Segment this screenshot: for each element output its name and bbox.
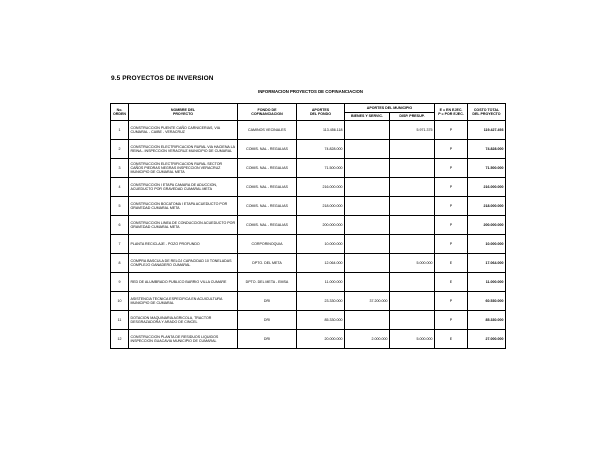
cell-fund: COMIS. NAL - REGALIAS xyxy=(238,140,297,159)
table-row xyxy=(111,311,506,330)
cell-status: P xyxy=(435,197,468,216)
cell-budget-availability xyxy=(390,140,435,159)
header-disp: DISP. PRESUP. xyxy=(390,112,435,121)
table-row xyxy=(111,292,506,311)
cell-total-cost: 11.000.000 xyxy=(468,273,506,292)
cell-project-name: COMPRA BASCULA DE RELOJ CAPACIDAD 10 TONELADAS COMPLEJO GANADERO CUMARAL xyxy=(129,254,238,273)
cell-goods-services: 37.200.000 xyxy=(345,292,390,311)
section-heading: 9.5 PROYECTOS DE INVERSION xyxy=(111,75,214,82)
cell-fund: DRI xyxy=(238,311,297,330)
cell-goods-services xyxy=(345,311,390,330)
table-row xyxy=(111,121,506,140)
cell-order-number: 11 xyxy=(111,311,129,330)
cell-budget-availability: 5.971.375 xyxy=(390,121,435,140)
cell-goods-services xyxy=(345,178,390,197)
cell-status: P xyxy=(435,140,468,159)
cell-goods-services xyxy=(345,159,390,178)
cell-project-name: CONSTRUCCION BOCATOMA I ETAPA ACUEDUCTO POR GRAVEDAD CUMARAL META xyxy=(129,197,238,216)
header-aportes-municipio: APORTES DEL MUNICIPIO xyxy=(345,104,435,113)
cell-fund: DPTO. DEL META - EMSA xyxy=(238,273,297,292)
cell-order-number: 10 xyxy=(111,292,129,311)
cell-fund-contribution: 12.064.000 xyxy=(297,254,345,273)
table-row xyxy=(111,216,506,235)
cell-budget-availability xyxy=(390,159,435,178)
cell-goods-services xyxy=(345,235,390,254)
cell-goods-services xyxy=(345,197,390,216)
cell-fund: COMIS. NAL - REGALIAS xyxy=(238,159,297,178)
cell-fund-contribution: 23.330.000 xyxy=(297,292,345,311)
cell-budget-availability xyxy=(390,311,435,330)
table-row xyxy=(111,330,506,349)
cell-goods-services: 2.000.000 xyxy=(345,330,390,349)
cell-order-number: 1 xyxy=(111,121,129,140)
cell-order-number: 9 xyxy=(111,273,129,292)
cell-total-cost: 218.000.000 xyxy=(468,197,506,216)
cell-fund: DRI xyxy=(238,292,297,311)
cell-status: P xyxy=(435,121,468,140)
cell-status: P xyxy=(435,178,468,197)
cell-project-name: ASISTENCIA TECNICA ESPECIFICA EN ACUICULTURA MUNICIPIO DE CUMARAL xyxy=(129,292,238,311)
header-bienes: BIENES Y SERVIC. xyxy=(345,112,390,121)
cell-budget-availability xyxy=(390,235,435,254)
cell-project-name: PLANTA RECICLAJE - POZO PROFUNDO xyxy=(129,235,238,254)
cell-order-number: 4 xyxy=(111,178,129,197)
cell-status: P xyxy=(435,292,468,311)
cell-order-number: 3 xyxy=(111,159,129,178)
table-row xyxy=(111,159,506,178)
header-costo-total: COSTO TOTAL DEL PROYECTO xyxy=(468,104,506,121)
table-row xyxy=(111,140,506,159)
cell-order-number: 12 xyxy=(111,330,129,349)
cell-budget-availability: 5.000.000 xyxy=(390,254,435,273)
cell-fund: COMIS. NAL - REGALIAS xyxy=(238,197,297,216)
cell-total-cost: 216.000.000 xyxy=(468,178,506,197)
cell-project-name: CONSTRUCCION ELECTRIFICACION RURAL VIA HACIENA LA REINA - INSPECCION VERACRUZ MUNICIPIO DE CUMARAL xyxy=(129,140,238,159)
cell-status: P xyxy=(435,235,468,254)
cell-goods-services xyxy=(345,121,390,140)
cell-status: P xyxy=(435,216,468,235)
cell-total-cost: 17.064.000 xyxy=(468,254,506,273)
table-body xyxy=(111,121,506,349)
cell-total-cost: 71.500.000 xyxy=(468,159,506,178)
cell-fund-contribution: 10.000.000 xyxy=(297,235,345,254)
cell-fund-contribution: 11.000.000 xyxy=(297,273,345,292)
table-caption: INFORMACION PROYECTOS DE COFINANCIACION xyxy=(258,89,363,94)
cell-total-cost: 74.828.000 xyxy=(468,140,506,159)
cell-total-cost: 27.000.000 xyxy=(468,330,506,349)
cell-status: E xyxy=(435,254,468,273)
cell-goods-services xyxy=(345,216,390,235)
cell-fund-contribution: 218.000.000 xyxy=(297,197,345,216)
cell-fund-contribution: 20.000.000 xyxy=(297,330,345,349)
cell-budget-availability: 5.000.000 xyxy=(390,330,435,349)
cell-project-name: CONSTRUCCION PUENTE CAÑO CARNICERIAS, VIA CUMARAL - CAIBE - VERACRUZ xyxy=(129,121,238,140)
cell-fund-contribution: 113.456.118 xyxy=(297,121,345,140)
cell-project-name: CONSTRUCCION ELECTRIFICACION RURAL SECTOR CAÑOS PIEDRAS NEGRAS INSPECCION VERACRUZ MUNICIPIO DE CUMARAL META xyxy=(129,159,238,178)
cell-fund: COMIS. NAL - REGALIAS xyxy=(238,178,297,197)
cell-fund-contribution: 216.000.000 xyxy=(297,178,345,197)
cell-order-number: 6 xyxy=(111,216,129,235)
cell-fund: CAMINOS VECINALES xyxy=(238,121,297,140)
cell-status: P xyxy=(435,311,468,330)
cell-goods-services xyxy=(345,254,390,273)
cell-fund-contribution: 71.500.000 xyxy=(297,159,345,178)
cell-budget-availability xyxy=(390,178,435,197)
cell-project-name: RED DE ALUMBRADO PUBLICO BARRIO VILLA CUMARE xyxy=(129,273,238,292)
header-fondo: FONDO DE COFINANCIACION xyxy=(238,104,297,121)
cell-fund-contribution: 200.000.000 xyxy=(297,216,345,235)
cell-order-number: 2 xyxy=(111,140,129,159)
cell-project-name: DOTACION MAQUINARIA AGRICOLA, TRACTOR DESGRAZADORA Y ARADO DE CINCEL xyxy=(129,311,238,330)
header-nombre: NOMBRE DEL PROYECTO xyxy=(129,104,238,121)
cell-total-cost: 119.427.493 xyxy=(468,121,506,140)
header-no: No. ORDEN xyxy=(111,104,129,121)
cell-total-cost: 10.000.000 xyxy=(468,235,506,254)
cell-project-name: CONSTRUCCION I ETAPA CAMARA DE ADUCCION, ACUEDUCTO POR GRAVEDAD CUMARAL META xyxy=(129,178,238,197)
table-row xyxy=(111,178,506,197)
cell-goods-services xyxy=(345,140,390,159)
cell-fund-contribution: 74.828.000 xyxy=(297,140,345,159)
cell-status: E xyxy=(435,330,468,349)
cell-status: P xyxy=(435,159,468,178)
cell-fund: CORPORINOQUIA xyxy=(238,235,297,254)
header-estado: E = EN EJEC. P = POR EJEC. xyxy=(435,104,468,121)
cell-project-name: CONSTRUCCION LINEA DE CONDUCCION ACUEDUCTO POR GRAVEDAD CUMARAL META xyxy=(129,216,238,235)
header-aportes-fondo: APORTES DEL FONDO xyxy=(297,104,345,121)
cell-fund: DPTO. DEL META xyxy=(238,254,297,273)
cell-order-number: 7 xyxy=(111,235,129,254)
cell-order-number: 5 xyxy=(111,197,129,216)
table-row xyxy=(111,235,506,254)
cell-total-cost: 85.330.000 xyxy=(468,311,506,330)
cell-goods-services xyxy=(345,273,390,292)
cell-project-name: CONSTRUCCION PLANTA DE RESIDUOS LIQUIDOS INSPECCION GUACAVIA MUNICIPIO DE CUMARAL xyxy=(129,330,238,349)
cell-fund: DRI xyxy=(238,330,297,349)
table-row xyxy=(111,273,506,292)
table-header xyxy=(111,104,506,121)
cell-total-cost: 60.530.000 xyxy=(468,292,506,311)
table-row xyxy=(111,197,506,216)
cell-fund-contribution: 85.330.000 xyxy=(297,311,345,330)
projects-table xyxy=(110,103,506,349)
cell-order-number: 8 xyxy=(111,254,129,273)
cell-status: E xyxy=(435,273,468,292)
cell-total-cost: 200.000.000 xyxy=(468,216,506,235)
cell-budget-availability xyxy=(390,292,435,311)
cell-budget-availability xyxy=(390,216,435,235)
cell-budget-availability xyxy=(390,197,435,216)
table-row xyxy=(111,254,506,273)
cell-budget-availability xyxy=(390,273,435,292)
cell-fund: COMIS. NAL - REGALIAS xyxy=(238,216,297,235)
